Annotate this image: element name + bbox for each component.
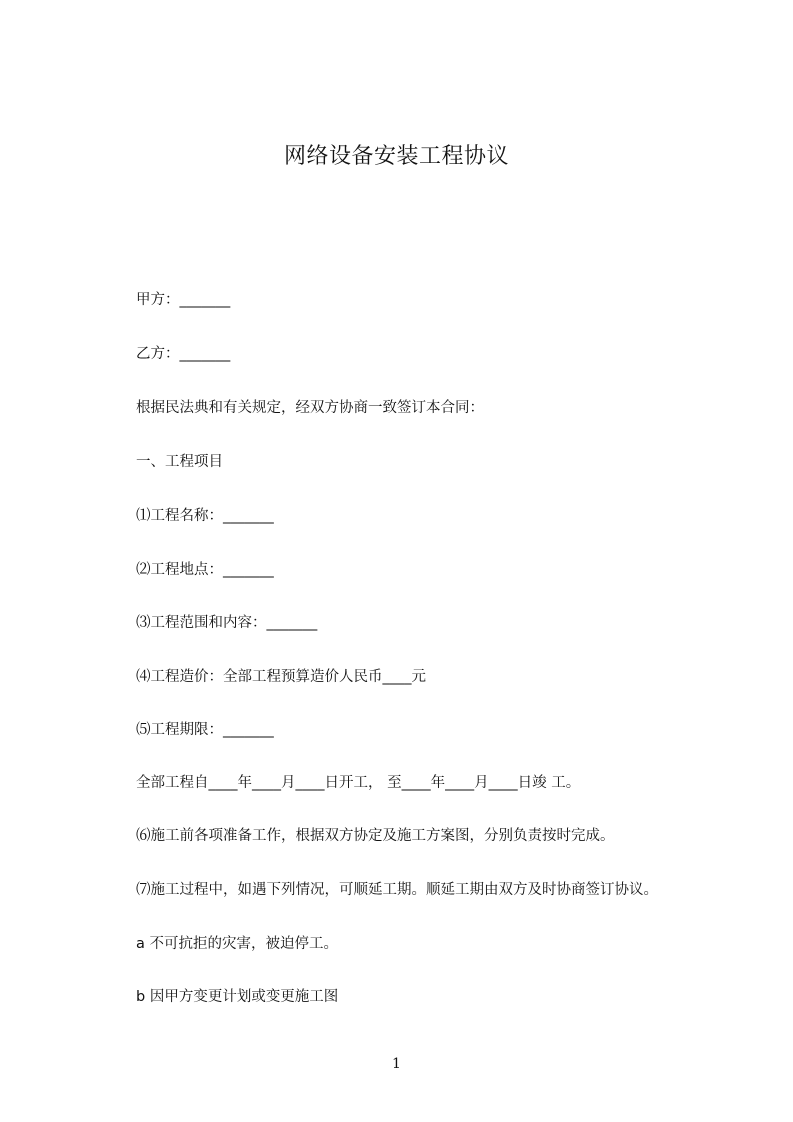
clause-project-period: ⑸工程期限：_______ xyxy=(136,722,274,738)
party-a-line: 甲方：_______ xyxy=(136,292,231,308)
document-title: 网络设备安装工程协议 xyxy=(283,144,509,169)
clause-project-cost: ⑷工程造价：全部工程预算造价人民币____元 xyxy=(136,669,426,685)
section-heading-project: 一、工程项目 xyxy=(136,454,223,470)
clause-preparation: ⑹施工前各项准备工作，根据双方协定及施工方案图，分别负责按时完成。 xyxy=(136,828,615,844)
clause-extension: ⑺施工过程中，如遇下列情况，可顺延工期。顺延工期由双方及时协商签订协议。 xyxy=(136,882,658,898)
clause-project-name: ⑴工程名称：_______ xyxy=(136,508,274,524)
page-number: 1 xyxy=(392,1056,401,1072)
clause-item-b: b 因甲方变更计划或变更施工图 xyxy=(136,989,339,1005)
clause-project-location: ⑵工程地点：_______ xyxy=(136,562,274,578)
clause-item-a: a 不可抗拒的灾害，被迫停工。 xyxy=(136,936,338,952)
preamble-paragraph: 根据民法典和有关规定，经双方协商一致签订本合同： xyxy=(136,400,484,416)
party-b-line: 乙方：_______ xyxy=(136,346,231,362)
clause-project-dates: 全部工程自____年____月____日开工， 至____年____月____日竣 工。 xyxy=(136,775,581,791)
clause-project-scope: ⑶工程范围和内容：_______ xyxy=(136,615,318,631)
